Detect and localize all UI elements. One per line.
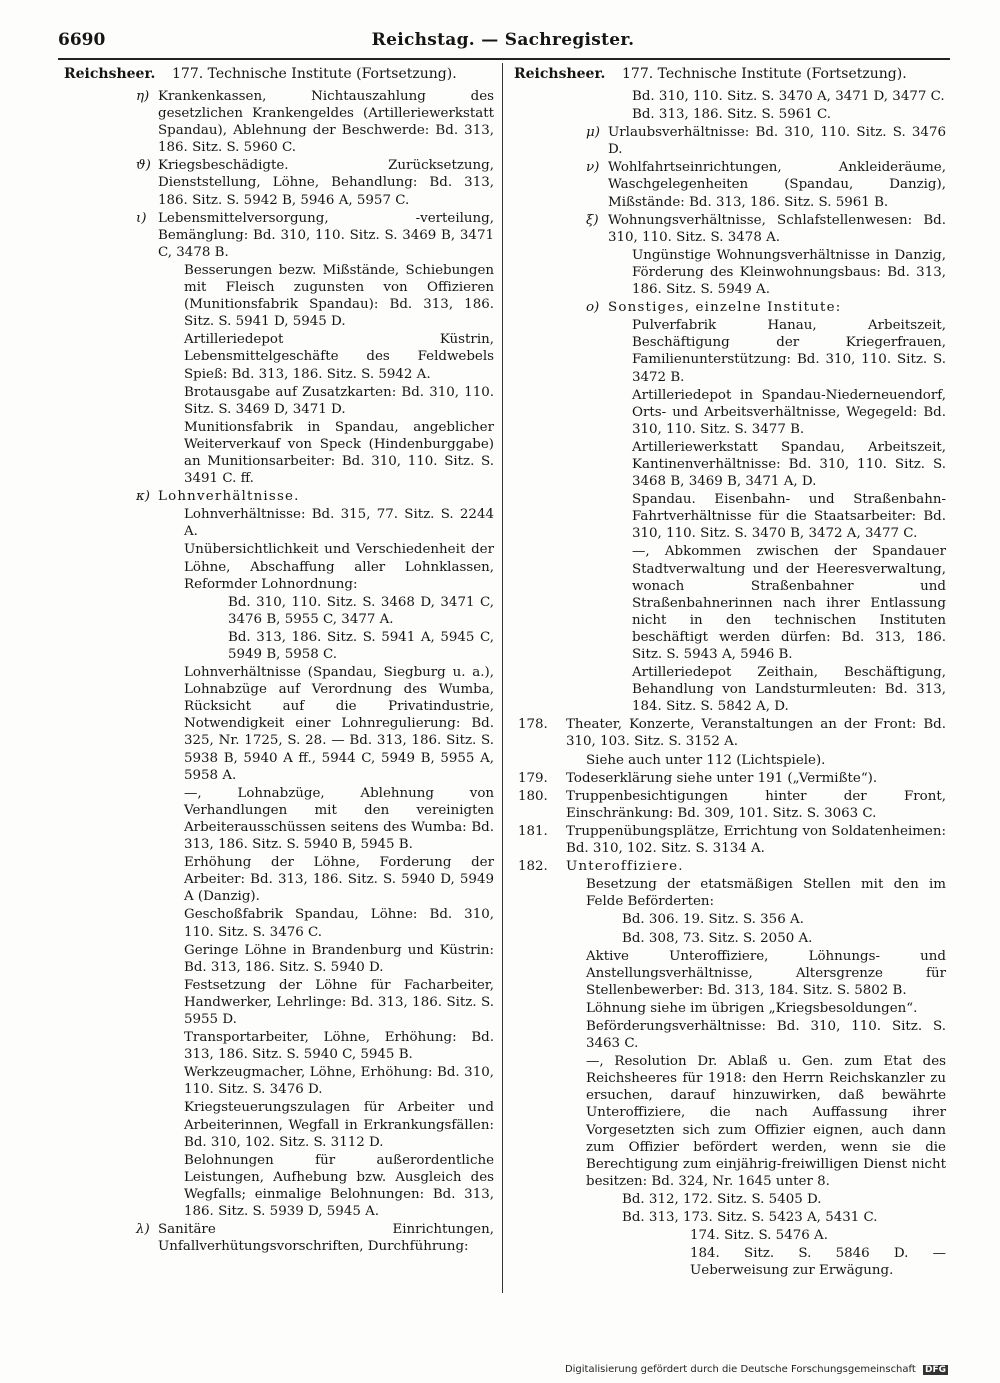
entry-text: Bd. 308, 73. Sitz. S. 2050 A. (622, 930, 813, 946)
entry-number: 182. (518, 859, 548, 875)
entry-number: 180. (518, 788, 548, 804)
index-entry (64, 157, 494, 208)
index-subentry (64, 1029, 494, 1063)
digitization-credit (565, 1364, 948, 1375)
entry-text: Aktive Unteroffiziere, Löhnungs- und Anstellungsverhältnisse, Altersgrenze für Stellenbewerber: Bd. 313, 184. Sitz. S. 5802 B. (586, 948, 946, 998)
head-keyword: Reichsheer. (514, 66, 606, 82)
entry-text: 174. Sitz. S. 5476 A. (690, 1228, 828, 1244)
index-subentry (514, 1000, 946, 1017)
index-subentry (514, 543, 946, 663)
entry-number: 178. (518, 717, 548, 733)
index-entry (64, 488, 494, 505)
entry-text: Belohnungen für außerordentliche Leistungen, Aufhebung bzw. Ausgleich des Wegfalls; einmalige Belohnungen: Bd. 313, 186. Sitz. S. 5939 D, 5945 A. (184, 1152, 494, 1219)
entry-text: 184. Sitz. S. 5846 D. — Ueberweisung zur Erwägung. (690, 1246, 946, 1279)
index-entry (64, 88, 494, 156)
index-reference (514, 1227, 946, 1244)
head-continued: 177. Technische Institute (Fortsetzung). (172, 66, 457, 82)
entry-text: Lohnverhältnisse. (158, 489, 300, 505)
entry-text: Unteroffiziere. (566, 859, 684, 875)
index-subentry (64, 785, 494, 853)
index-entry (64, 1221, 494, 1255)
entry-text: Ungünstige Wohnungsverhältnisse in Danzig, Förderung des Kleinwohnungsbaus: Bd. 313, 186. Sitz. S. 5949 A. (632, 247, 946, 298)
entry-text: Beförderungsverhältnisse: Bd. 310, 110. Sitz. S. 3463 C. (586, 1018, 946, 1052)
entry-text: Bd. 310, 110. Sitz. S. 3468 D, 3471 C, 3476 B, 5955 C, 3477 A. (228, 594, 494, 627)
index-subentry (514, 1018, 946, 1052)
header-rule (58, 58, 950, 60)
index-subentry (64, 942, 494, 976)
index-entry (514, 212, 946, 246)
dfg-logo: DFG (924, 1365, 946, 1375)
index-reference (514, 1209, 946, 1226)
entry-text: Artilleriedepot Küstrin, Lebensmittelgeschäfte des Feldwebels Spieß: Bd. 313, 186. Sitz. S. 5942 A. (184, 332, 494, 382)
entry-text: Artilleriewerkstatt Spandau, Arbeitszeit, Kantinenverhältnisse: Bd. 310, 110. Sitz. S. 3468 B, 3469 B, 3471 A, D. (632, 439, 946, 490)
index-subentry (514, 247, 946, 298)
index-subentry (514, 439, 946, 490)
entry-text: Kriegsteuerungszulagen für Arbeiter und Arbeiterinnen, Wegfall in Erkrankungsfällen: Bd. 310, 102. Sitz. S. 3112 D. (184, 1100, 494, 1150)
index-subentry (514, 752, 946, 769)
index-subentry (64, 1152, 494, 1220)
entry-text: Festsetzung der Löhne für Facharbeiter, Handwerker, Lehrlinge: Bd. 313, 186. Sitz. S. 5955 D. (184, 977, 494, 1027)
entry-text: Urlaubsverhältnisse: Bd. 310, 110. Sitz. S. 3476 D. (608, 125, 946, 158)
column-divider (502, 63, 503, 1293)
index-subentry (64, 1064, 494, 1098)
index-subentry (64, 541, 494, 592)
index-reference (514, 88, 946, 105)
entry-text: Siehe auch unter 112 (Lichtspiele). (586, 752, 826, 768)
entry-text: Bd. 313, 186. Sitz. S. 5941 A, 5945 C, 5949 B, 5958 C. (228, 629, 494, 662)
head-keyword: Reichsheer. (64, 66, 156, 82)
index-subentry (514, 317, 946, 385)
entry-text: Besetzung der etatsmäßigen Stellen mit den im Felde Beförderten: (586, 877, 946, 910)
index-subentry (514, 948, 946, 999)
index-subentry (514, 491, 946, 542)
credit-text: Digitalisierung gefördert durch die Deutsche Forschungsgemeinschaft (564, 1364, 916, 1375)
entry-text: Truppenbesichtigungen hinter der Front, Einschränkung: Bd. 309, 101. Sitz. S. 3063 C. (566, 788, 946, 821)
entry-text: Bd. 306. 19. Sitz. S. 356 A. (622, 912, 804, 928)
head-continued: 177. Technische Institute (Fortsetzung). (622, 66, 907, 82)
entry-text: Geringe Löhne in Brandenburg und Küstrin: Bd. 313, 186. Sitz. S. 5940 D. (184, 942, 494, 975)
index-entry (64, 210, 494, 261)
entry-text: Werkzeugmacher, Löhne, Erhöhung: Bd. 310, 110. Sitz. S. 3476 D. (184, 1065, 494, 1098)
index-subentry (64, 1099, 494, 1150)
entry-text: Krankenkassen, Nichtauszahlung des gesetzlichen Krankengeldes (Artilleriewerkstatt Spandau), Ablehnung der Beschwerde: Bd. 313, 186. Sitz. S. 5960 C. (158, 89, 494, 156)
numbered-entry (514, 770, 946, 787)
entry-text: Unübersichtlichkeit und Verschiedenheit der Löhne, Abschaffung aller Lohnklassen, Reformder Lohnordnung: (184, 542, 494, 592)
entry-marker: ι) (136, 210, 147, 226)
entry-number: 181. (518, 823, 548, 839)
right-column (514, 66, 946, 1280)
entry-text: —, Abkommen zwischen der Spandauer Stadtverwaltung und der Heeresverwaltung, wonach Straßenbahner und Straßenbahnerinnen nach ihrer Entlassung nicht in den technischen Instituten beschäftigt werden dürfen: Bd. 313, 186. Sitz. S. 5943 A, 5946 B. (632, 544, 946, 662)
entry-text: Artilleriedepot Zeithain, Beschäftigung, Behandlung von Landsturmleuten: Bd. 313, 184. Sitz. S. 5842 A, D. (632, 665, 946, 715)
entry-text: Erhöhung der Löhne, Forderung der Arbeiter: Bd. 313, 186. Sitz. S. 5940 D, 5949 A (Danzig). (184, 855, 494, 905)
running-title: Reichstag. — Sachregister. (371, 30, 635, 50)
entry-text: Lebensmittelversorgung, -verteilung, Bemänglung: Bd. 310, 110. Sitz. S. 3469 B, 3471 C, 3478 B. (158, 210, 494, 260)
index-subentry (64, 384, 494, 418)
left-column (64, 66, 494, 1256)
entry-text: Munitionsfabrik in Spandau, angeblicher Weiterverkauf von Speck (Hindenburggabe) an Munitionsarbeiter: Bd. 310, 110. Sitz. S. 3491 C. ff. (184, 419, 494, 487)
index-reference (514, 911, 946, 928)
index-subentry (64, 977, 494, 1028)
entry-text: —, Lohnabzüge, Ablehnung von Verhandlungen mit den vereinigten Arbeiterausschüssen seitens des Wumba: Bd. 313, 186. Sitz. S. 5940 B, 5945 B. (184, 785, 494, 853)
entry-text: Brotausgabe auf Zusatzkarten: Bd. 310, 110. Sitz. S. 3469 D, 3471 D. (184, 384, 494, 417)
index-entry (514, 159, 946, 210)
entry-text: Besserungen bezw. Mißstände, Schiebungen mit Fleisch zugunsten von Offizieren (Munitionsfabrik Spandau): Bd. 313, 186. Sitz. S. 5941 D, 5945 D. (184, 262, 494, 330)
index-entry (514, 299, 946, 316)
index-reference (64, 594, 494, 628)
entry-text: Spandau. Eisenbahn- und Straßenbahn-Fahrtverhältnisse für die Staatsarbeiter: Bd. 310, 110. Sitz. S. 3470 B, 3472 A, 3477 C. (632, 492, 946, 542)
index-entry (514, 124, 946, 158)
entry-text: Pulverfabrik Hanau, Arbeitszeit, Beschäftigung der Kriegerfrauen, Familienunterstützung: Bd. 310, 110. Sitz. S. 3472 B. (632, 318, 946, 385)
entry-marker: ο) (586, 300, 600, 316)
entry-marker: λ) (136, 1222, 150, 1238)
entry-text: Löhnung siehe im übrigen „Kriegsbesoldungen“. (586, 1000, 918, 1016)
entry-text: Todeserklärung siehe unter 191 („Vermißte“). (566, 770, 878, 786)
index-subentry (514, 664, 946, 715)
index-subentry (64, 419, 494, 487)
entry-text: Lohnverhältnisse: Bd. 315, 77. Sitz. S. 2244 A. (184, 507, 494, 540)
entry-marker: κ) (136, 489, 151, 505)
index-reference (514, 1191, 946, 1208)
entry-text: Sonstiges, einzelne Institute: (608, 300, 842, 316)
entry-text: Kriegsbeschädigte. Zurücksetzung, Dienststellung, Löhne, Behandlung: Bd. 313, 186. Sitz. S. 5942 B, 5946 A, 5957 C. (158, 158, 494, 208)
entry-text: —, Resolution Dr. Ablaß u. Gen. zum Etat des Reichsheeres für 1918: den Herrn Reichskanzler zu ersuchen, darauf hinzuwirken, daß bewährte Unteroffiziere, die nach Auffassung ihrer Vorgesetzten sich zum Offizier eignen, auch dann zum Offizier befördert werden, wenn sie die Berechtigung zum einjährig-freiwilligen Dienst nicht besitzen: Bd. 324, Nr. 1645 unter 8. (586, 1054, 946, 1189)
page-number: 6690 (58, 30, 106, 50)
entry-text: Bd. 310, 110. Sitz. S. 3470 A, 3471 D, 3477 C. (632, 89, 945, 104)
entry-text: Truppenübungsplätze, Errichtung von Soldatenheimen: Bd. 310, 102. Sitz. S. 3134 A. (566, 823, 946, 857)
index-reference (514, 1245, 946, 1279)
entry-marker: ν) (586, 160, 600, 176)
entry-text: Bd. 313, 173. Sitz. S. 5423 A, 5431 C. (622, 1210, 878, 1225)
entry-text: Sanitäre Einrichtungen, Unfallverhütungsvorschriften, Durchführung: (158, 1222, 494, 1255)
index-subentry (64, 506, 494, 540)
entry-marker: ϑ) (136, 158, 151, 174)
index-subentry (64, 664, 494, 784)
index-subentry (64, 331, 494, 382)
entry-text: Wohlfahrtseinrichtungen, Ankleideräume, Waschgelegenheiten (Spandau, Danzig), Mißstände: Bd. 313, 186. Sitz. S. 5961 B. (608, 160, 946, 210)
entry-marker: η) (136, 89, 150, 104)
index-subentry (514, 876, 946, 910)
index-subentry (64, 262, 494, 330)
index-subentry (514, 1053, 946, 1190)
index-reference (514, 930, 946, 947)
left-column-head (64, 66, 494, 86)
entry-marker: ξ) (586, 212, 599, 228)
numbered-entry (514, 858, 946, 875)
entry-text: Lohnverhältnisse (Spandau, Siegburg u. a.), Lohnabzüge auf Verordnung des Wumba, Rücksicht auf die Privatindustrie, Notwendigkeit einer Lohnregulierung: Bd. 325, Nr. 1725, S. 28. — Bd. 313, 186. Sitz. S. 5938 B, 5940 A ff., 5944 C, 5949 B, 5955 A, 5958 A. (184, 665, 494, 783)
numbered-entry (514, 716, 946, 750)
index-subentry (64, 906, 494, 940)
index-reference (64, 629, 494, 663)
entry-text: Bd. 313, 186. Sitz. S. 5961 C. (632, 107, 832, 123)
entry-text: Transportarbeiter, Löhne, Erhöhung: Bd. 313, 186. Sitz. S. 5940 C, 5945 B. (184, 1030, 494, 1063)
entry-text: Bd. 312, 172. Sitz. S. 5405 D. (622, 1191, 822, 1207)
entry-text: Wohnungsverhältnisse, Schlafstellenwesen: Bd. 310, 110. Sitz. S. 3478 A. (608, 212, 946, 245)
entry-marker: μ) (586, 125, 600, 141)
right-column-head (514, 66, 946, 86)
index-subentry (64, 854, 494, 905)
entry-text: Theater, Konzerte, Veranstaltungen an der Front: Bd. 310, 103. Sitz. S. 3152 A. (566, 717, 946, 750)
page-header (58, 30, 948, 54)
numbered-entry (514, 788, 946, 822)
index-reference (514, 106, 946, 123)
entry-text: Artilleriedepot in Spandau-Niederneuendorf, Orts- und Arbeitsverhältnisse, Wegegeld: Bd. 310, 110. Sitz. S. 3477 B. (632, 387, 946, 437)
entry-number: 179. (518, 770, 548, 786)
numbered-entry (514, 823, 946, 857)
entry-text: Geschoßfabrik Spandau, Löhne: Bd. 310, 110. Sitz. S. 3476 C. (184, 907, 494, 940)
index-subentry (514, 387, 946, 438)
